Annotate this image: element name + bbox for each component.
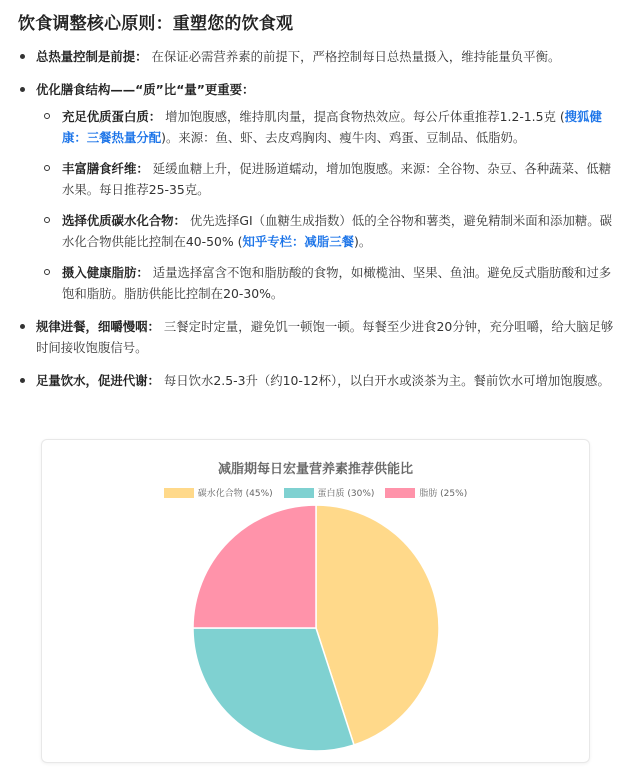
sub-item-label: 选择优质碳水化合物：: [62, 213, 186, 228]
sub-list-item: [36, 210, 621, 252]
list-item: [18, 316, 621, 358]
item-text: 三餐定时定量，避免饥一顿饱一顿。每餐至少进食20分钟，充分咀嚼，给大脑足够时间接收饱腹信号。: [36, 319, 614, 355]
list-item: [18, 46, 621, 67]
sub-item-text: )。: [353, 234, 372, 249]
legend-label: 脂肪 (25%): [419, 489, 468, 499]
sub-item-text: 增加饱腹感，维持肌肉量，提高食物热效应。每公斤体重推荐1.2-1.5克 (: [165, 109, 565, 124]
sub-list-item: [36, 158, 621, 200]
legend-label: 蛋白质 (30%): [317, 489, 375, 499]
item-label: 总热量控制是前提：: [36, 49, 148, 64]
sub-item-label: 充足优质蛋白质：: [62, 109, 162, 124]
principles-content: [18, 46, 621, 403]
sub-item-text: 优先选择GI（血糖生成指数）低的全谷物和薯类，避免精制米面和添加糖。碳水化合物供能比控制在40-50% (: [62, 213, 613, 249]
sub-item-label: 摄入健康脂肪：: [62, 265, 149, 280]
list-item: [18, 79, 621, 304]
page-title: 饮食调整核心原则：重塑您的饮食观: [18, 14, 294, 34]
item-label: 足量饮水，促进代谢：: [36, 373, 160, 388]
macronutrient-pie-chart: [41, 439, 590, 763]
list-item: [18, 370, 621, 391]
sub-item-label: 丰富膳食纤维：: [62, 161, 149, 176]
item-text: 在保证必需营养素的前提下，严格控制每日总热量摄入，维持能量负平衡。: [151, 49, 561, 64]
item-text: 每日饮水2.5-3升（约10-12杯），以白开水或淡茶为主。餐前饮水可增加饱腹感。: [163, 373, 610, 388]
sub-list: [36, 106, 621, 304]
pie-svg: [42, 440, 589, 762]
pie-slice-fat[interactable]: [193, 505, 316, 628]
source-link[interactable]: 搜狐健康：三餐热量分配: [62, 109, 602, 145]
item-label: 优化膳食结构——“质”比“量”更重要：: [36, 82, 255, 97]
sub-item-text: 延缓血糖上升，促进肠道蠕动，增加饱腹感。来源：全谷物、杂豆、各种蔬菜、低糖水果。每日推荐25-35克。: [62, 161, 612, 197]
legend-label: 碳水化合物 (45%): [197, 489, 273, 499]
sub-item-text: )。来源：鱼、虾、去皮鸡胸肉、瘦牛肉、鸡蛋、豆制品、低脂奶。: [161, 130, 526, 145]
sub-list-item: [36, 106, 621, 148]
sub-item-text: 适量选择富含不饱和脂肪酸的食物，如橄榄油、坚果、鱼油。避免反式脂肪酸和过多饱和脂肪。脂肪供能比控制在20-30%。: [62, 265, 612, 301]
sub-list-item: [36, 262, 621, 304]
principles-list: [18, 46, 621, 391]
item-label: 规律进餐，细嚼慢咽：: [36, 319, 160, 334]
source-link[interactable]: 知乎专栏：减脂三餐: [242, 234, 354, 249]
chart-title: 减脂期每日宏量营养素推荐供能比: [217, 462, 413, 477]
